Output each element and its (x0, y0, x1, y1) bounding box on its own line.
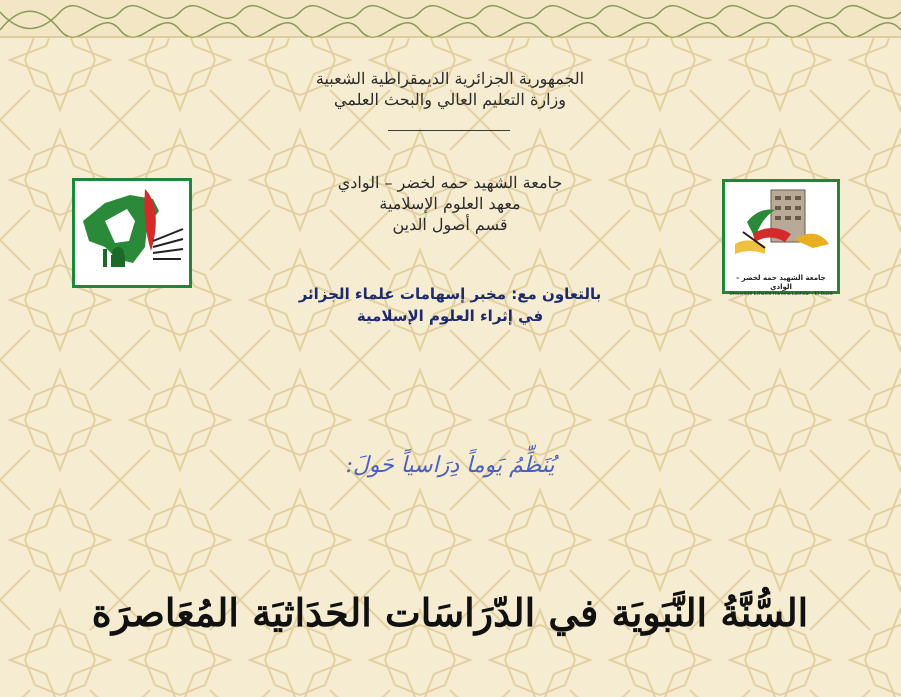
institute-name: معهد العلوم الإسلامية (379, 194, 521, 213)
logo-caption-en: Université Echahid Hamma Lakhdar - El-Oued (729, 292, 833, 297)
university-name: جامعة الشهيد حمه لخضر – الوادي (337, 173, 563, 192)
collaboration-block (250, 283, 650, 327)
event-subtitle: يُنَظِّمُ يَوماً دِرَاسياً حَولَ: (345, 453, 555, 478)
header-divider (388, 130, 510, 131)
university-logo-icon (725, 182, 837, 270)
right-logo (722, 179, 840, 297)
logo-caption-ar: جامعة الشهيد حمه لخضر - الوادي (736, 274, 826, 291)
algeria-map-icon (75, 181, 189, 285)
collaboration-line-1: بالتعاون مع: مخبر إسهامات علماء الجزائر (298, 285, 602, 303)
top-decorative-border (0, 0, 901, 38)
republic-title: الجمهورية الجزائرية الديمقراطية الشعبية (315, 69, 585, 88)
institution-block (250, 172, 650, 235)
department-name: قسم أصول الدين (392, 215, 508, 234)
ministry-title: وزارة التعليم العالي والبحث العلمي (334, 90, 566, 109)
left-logo (72, 178, 192, 288)
header-block (250, 68, 650, 110)
main-title: السُّنَّةُ النَّبَويَة في الدّرَاسَات الحَدَاثيَة المُعَاصرَة (91, 590, 809, 635)
collaboration-line-2: في إثراء العلوم الإسلامية (356, 307, 544, 325)
